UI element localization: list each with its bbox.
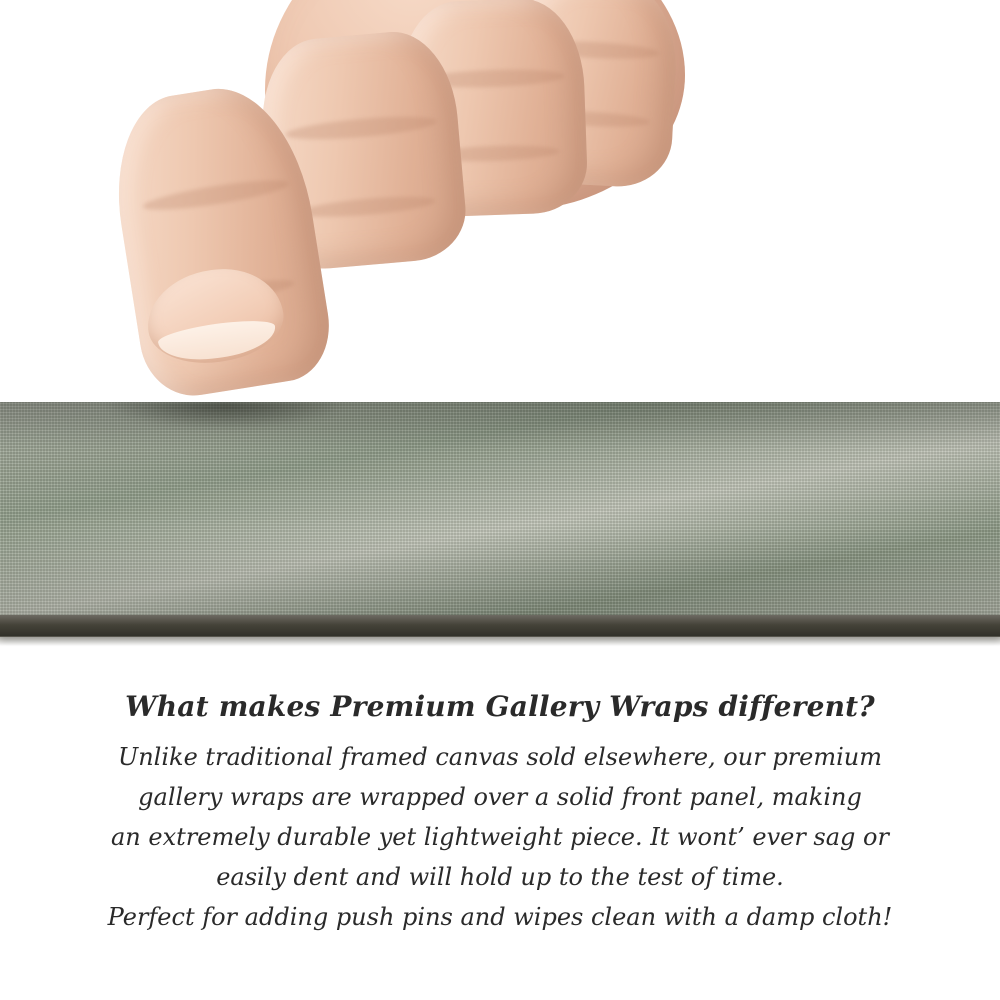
caption-line: gallery wraps are wrapped over a solid front panel, making bbox=[138, 783, 862, 811]
canvas-wrap-slab bbox=[0, 402, 1000, 647]
hand-photo bbox=[95, 0, 675, 440]
canvas-drop-shadow bbox=[0, 636, 1000, 646]
caption-line: easily dent and will hold up to the test of time. bbox=[216, 863, 784, 891]
caption-body bbox=[0, 737, 1000, 937]
caption-line: Perfect for adding push pins and wipes clean with a damp cloth! bbox=[107, 903, 893, 931]
caption-heading: What makes Premium Gallery Wraps different? bbox=[125, 690, 875, 723]
fingertip-contact-shadow bbox=[110, 402, 340, 428]
canvas-side-edge bbox=[0, 615, 1000, 637]
caption-line: Unlike traditional framed canvas sold elsewhere, our premium bbox=[117, 743, 882, 771]
canvas-printed-surface bbox=[0, 402, 1000, 617]
finger-crease bbox=[298, 193, 437, 221]
finger-crease bbox=[285, 112, 438, 143]
caption-line: an extremely durable yet lightweight piece. It wont’ ever sag or bbox=[111, 823, 889, 851]
finger-crease bbox=[141, 175, 290, 216]
canvas-surface-shading bbox=[0, 402, 1000, 617]
caption-block bbox=[0, 690, 1000, 937]
